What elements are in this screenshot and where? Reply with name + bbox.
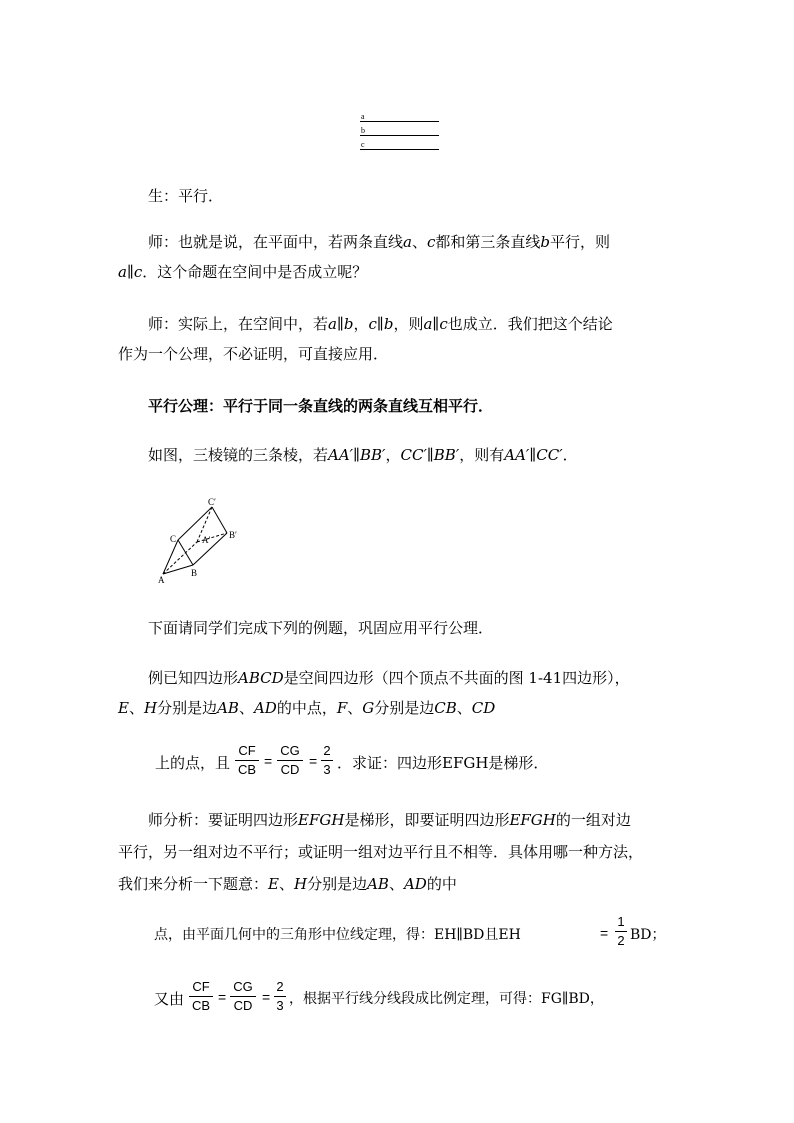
- analysis-line4-post: BD；: [630, 927, 666, 943]
- label-a: A: [158, 575, 165, 585]
- parallel-lines-figure: [360, 112, 442, 152]
- label-a-prime: A′: [202, 535, 211, 545]
- analysis-line5-pre: 又由: [154, 990, 185, 1008]
- analysis-line5-post: ，根据平行线分线段成比例定理，可得：FG∥BD，: [289, 991, 604, 1007]
- example-line1: 例已知四边形ABCD是空间四边形（四个顶点不共面的图 1-41四边形），: [148, 669, 630, 687]
- line-c: [360, 149, 439, 150]
- line-label-c: c: [361, 140, 365, 149]
- equals-sign: =: [218, 989, 227, 1005]
- fraction-one-half: 1 2: [615, 914, 627, 949]
- line-label-b: b: [361, 126, 365, 135]
- para-teacher-question-line2: a∥c．这个命题在空间中是否成立呢？: [118, 263, 368, 281]
- para-teacher-question: 师：也就是说，在平面中，若两条直线a、c都和第三条直线b平行，则: [148, 233, 611, 251]
- analysis-line1: 师分析：要证明四边形EFGH是梯形，即要证明四边形EFGH的一组对边: [148, 811, 631, 829]
- example-line3-post: ．求证：四边形EFGH是梯形．: [337, 754, 549, 772]
- line-b: [360, 135, 439, 136]
- example-line2: E、H分别是边AB、AD的中点，F、G分别是边CB、CD: [118, 699, 496, 717]
- edge-cprime-bprime: [212, 507, 227, 533]
- equals-sign: =: [262, 989, 271, 1005]
- fraction-cg-cd: CG CD: [230, 979, 256, 1014]
- label-b-prime: B′: [229, 530, 237, 540]
- para-prism: 如图，三棱镜的三条棱，若AA′∥BB′，CC′∥BB′，则有AA′∥CC′．: [148, 446, 578, 464]
- fraction-cg-cd: CG CD: [277, 743, 303, 778]
- label-b: B: [191, 568, 198, 578]
- equals-sign: =: [309, 753, 318, 769]
- line-a: [360, 121, 439, 122]
- example-line3-pre: 上的点，且: [155, 754, 231, 772]
- equals-sign: =: [264, 753, 273, 769]
- label-c: C: [170, 534, 177, 544]
- prism-figure: [150, 495, 250, 587]
- para-student-answer: 生：平行．: [148, 187, 224, 205]
- analysis-line2: 平行，另一组对边不平行；或证明一组对边平行且不相等．具体用哪一种方法，: [118, 843, 644, 861]
- fraction-two-thirds: 2 3: [274, 979, 286, 1014]
- label-c-prime: C′: [208, 497, 216, 507]
- edge-a-c: [163, 540, 178, 574]
- equals-sign: =: [600, 925, 609, 941]
- para-exercise-intro: 下面请同学们完成下列的例题，巩固应用平行公理．: [148, 619, 494, 637]
- analysis-line3: 我们来分析一下题意：E、H分别是边AB、AD的中: [118, 875, 457, 893]
- line-label-a: a: [361, 112, 365, 121]
- analysis-line4-pre: 点，由平面几何中的三角形中位线定理，得：EH∥BD且EH: [154, 927, 521, 943]
- fraction-cf-cb: CF CB: [189, 979, 213, 1014]
- fraction-cf-cb: CF CB: [235, 743, 259, 778]
- para-teacher-explain-line2: 作为一个公理，不必证明，可直接应用．: [118, 345, 389, 363]
- para-teacher-explain: 师：实际上，在空间中，若a∥b，c∥b，则a∥c也成立．我们把这个结论: [148, 315, 613, 333]
- fraction-two-thirds: 2 3: [321, 743, 333, 778]
- parallel-axiom: 平行公理：平行于同一条直线的两条直线互相平行．: [148, 397, 494, 415]
